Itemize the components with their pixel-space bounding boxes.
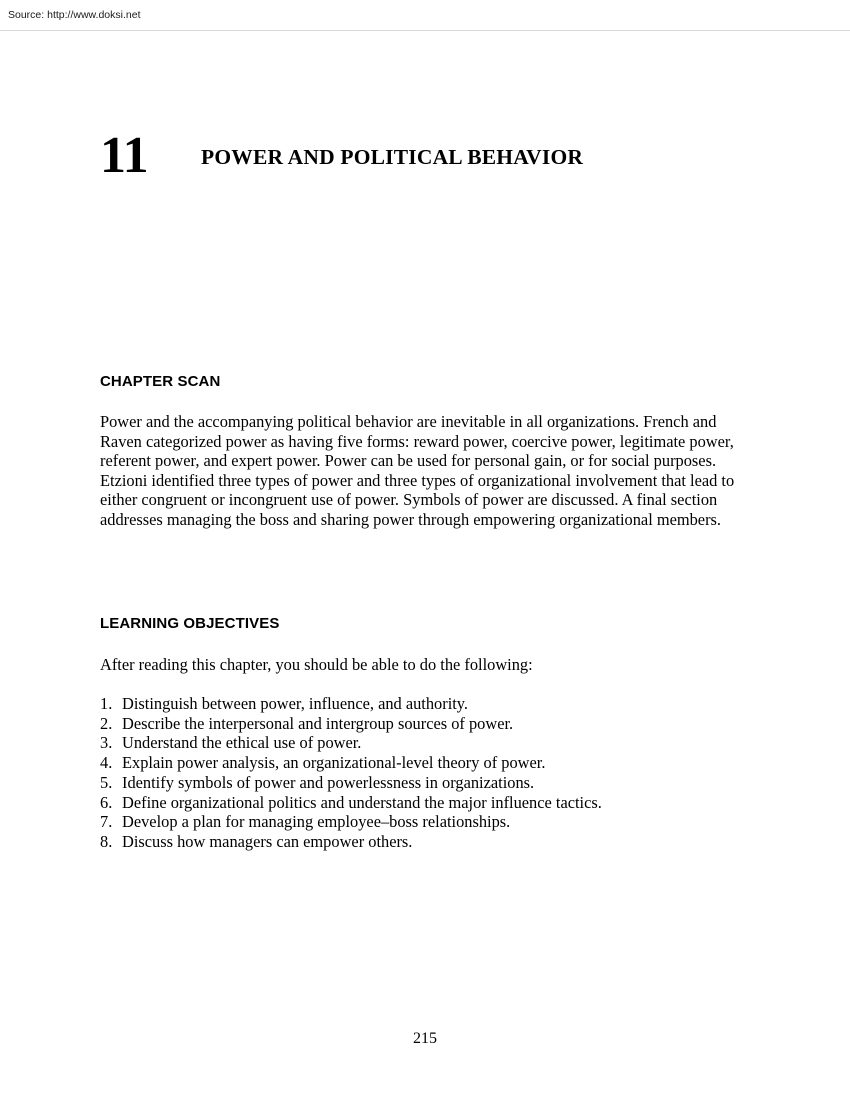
list-item (100, 793, 760, 813)
objective-number: 6. (100, 792, 113, 812)
list-item (100, 714, 760, 734)
objective-text: Describe the interpersonal and intergroup sources of power. (122, 713, 514, 733)
objective-text: Identify symbols of power and powerlessness in organizations. (122, 772, 535, 792)
section-heading-chapter-scan: CHAPTER SCAN (100, 373, 221, 390)
chapter-number: 11 (100, 127, 149, 184)
list-item (100, 832, 760, 852)
objective-text: Develop a plan for managing employee–boss relationships. (122, 812, 511, 832)
objective-text: Distinguish between power, influence, and authority. (122, 694, 469, 713)
list-item (100, 753, 760, 773)
objective-number: 8. (100, 831, 113, 851)
learning-objectives-list (100, 694, 760, 852)
objective-text: Define organizational politics and understand the major influence tactics. (122, 792, 602, 812)
source-url-label: Source: http://www.doksi.net (8, 9, 141, 21)
page-number: 215 (413, 1030, 437, 1047)
list-item (100, 773, 760, 793)
objective-text: Understand the ethical use of power. (122, 733, 362, 753)
chapter-heading (100, 128, 760, 186)
objective-number: 4. (100, 753, 113, 773)
objective-number: 3. (100, 733, 113, 753)
source-header-bar (0, 0, 850, 31)
chapter-scan-paragraph: Power and the accompanying political behavior are inevitable in all organizations. French and Raven categorized power as having five forms: reward power, coercive power, legitimate power, referent power, and expert power. Power can be used for personal gain, or for social purposes. Etzioni identified three types of power and three types of organizational involvement that lead to either congruent or incongruent use of power. Symbols of power are discussed. A final section addresses managing the boss and sharing power through empowering organizational members. (100, 412, 735, 529)
chapter-title: POWER AND POLITICAL BEHAVIOR (201, 145, 584, 169)
objective-text: Explain power analysis, an organizational-level theory of power. (122, 753, 546, 773)
objective-number: 2. (100, 713, 113, 733)
learning-objectives-intro: After reading this chapter, you should be able to do the following: (100, 655, 533, 674)
section-heading-learning-objectives: LEARNING OBJECTIVES (100, 615, 280, 632)
document-page (0, 31, 850, 1100)
list-item (100, 694, 760, 714)
objective-number: 1. (100, 694, 113, 713)
objective-number: 5. (100, 772, 113, 792)
list-item (100, 812, 760, 832)
objective-number: 7. (100, 812, 113, 832)
objective-text: Discuss how managers can empower others. (122, 831, 413, 851)
list-item (100, 733, 760, 753)
